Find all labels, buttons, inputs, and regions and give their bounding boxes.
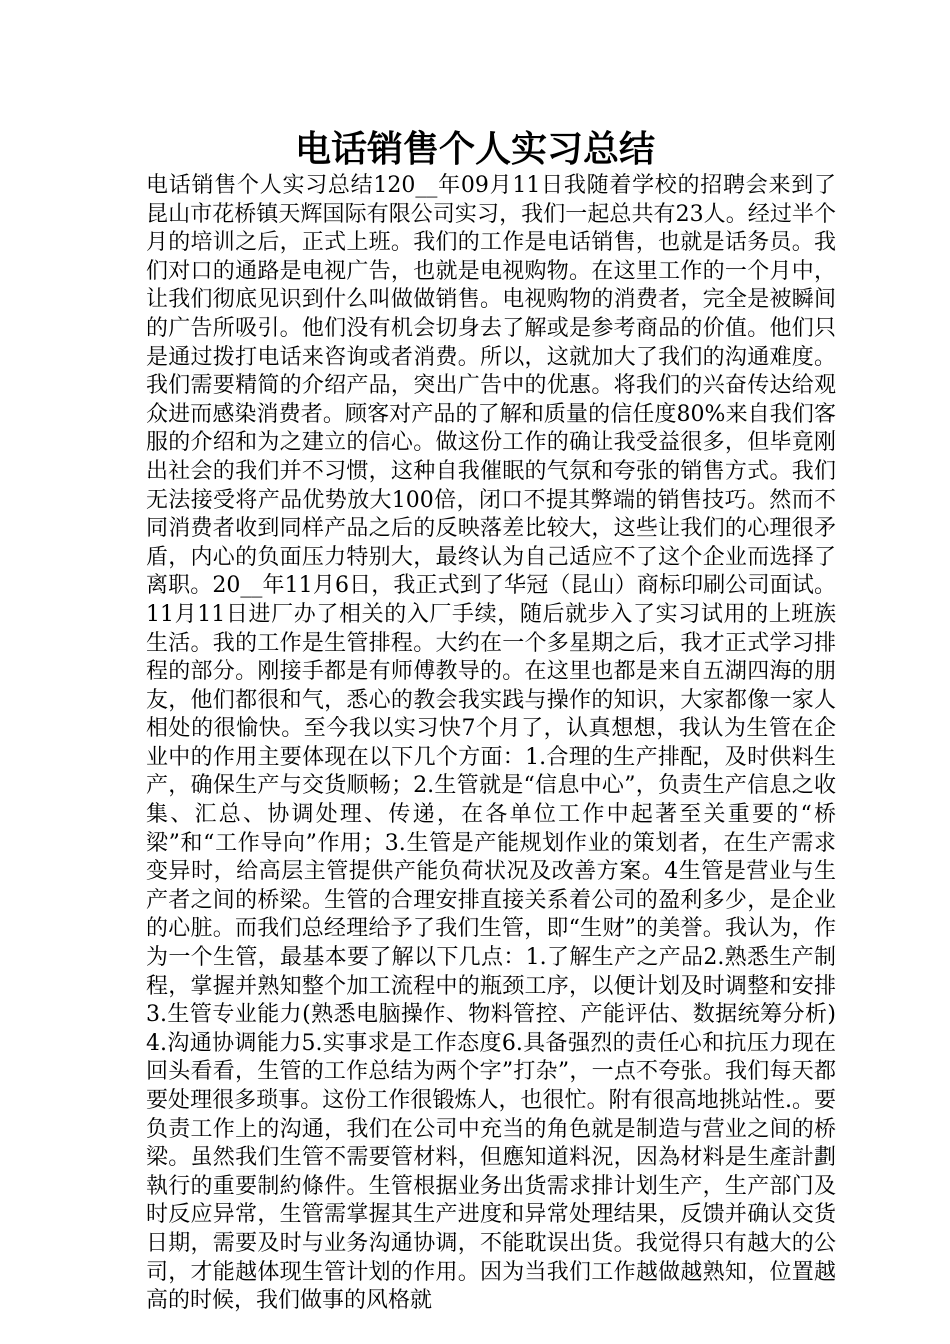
page-title: 电话销售个人实习总结	[294, 129, 655, 170]
body-paragraph: 电话销售个人实习总结120__年09月11日我随着学校的招聘会来到了昆山市花桥镇天辉国际有限公司实习，我们一起总共有23人。经过半个月的培训之后，正式上班。我们的工作是电话销售，也就是话务员。我们对口的通路是电视广告，也就是电视购物。在这里工作的一个月中，让我们彻底见识到什么叫做做销售。电视购物的消费者，完全是被瞬间的广告所吸引。他们没有机会切身去了解或是参考商品的价值。他们只是通过拨打电话来咨询或者消费。所以，这就加大了我们的沟通难度。我们需要精简的介绍产品，突出广告中的优惠。将我们的兴奋传达给观众进而感染消费者。顾客对产品的了解和质量的信任度80%来自我们客服的介绍和为之建立的信心。做这份工作的确让我受益很多，但毕竟刚出社会的我们并不习惯，这种自我催眠的气氛和夸张的销售方式。我们无法接受将产品优势放大100倍，闭口不提其弊端的销售技巧。然而不同消费者收到同样产品之后的反映落差比较大，这些让我们的心理很矛盾，内心的负面压力特别大，最终认为自己适应不了这个企业而选择了离职。20__年11月6日，我正式到了华冠（昆山）商标印刷公司面试。11月11日进厂办了相关的入厂手续，随后就步入了实习试用的上班族生活。我的工作是生管排程。大约在一个多星期之后，我才正式学习排程的部分。刚接手都是有师傅教导的。在这里也都是来自五湖四海的朋友，他们都很和气，悉心的教会我实践与操作的知识，大家都像一家人相处的很愉快。至今我以实习快7个月了，认真想想，我认为生管在企业中的作用主要体现在以下几个方面：1.合理的生产排配，及时供料生产，确保生产与交货顺畅；2.生管就是“信息中心”，负责生产信息之收集、汇总、协调处理、传递，在各单位工作中起著至关重要的“桥梁”和“工作导向”作用；3.生管是产能规划作业的策划者，在生产需求变异时，给高层主管提供产能负荷状况及改善方案。4生管是营业与生产者之间的桥梁。生管的合理安排直接关系着公司的盈利多少，是企业的心脏。而我们总经理给予了我们生管，即“生财”的美誉。我认为，作为一个生管，最基本要了解以下几点：1.了解生产之产品2.熟悉生产制程，掌握并熟知整个加工流程中的瓶颈工序，以便计划及时调整和安排3.生管专业能力(熟悉电脑操作、物料管控、产能评估、数据统筹分析)4.沟通协调能力5.实事求是工作态度6.具备强烈的责任心和抗压力现在回头看看，生管的工作总结为两个字”打杂”，一点不夸张。我们每天都要处理很多琐事。这份工作很锻炼人，也很忙。附有很高地挑站性.。要负责工作上的沟通，我们在公司中充当的角色就是制造与营业之间的桥梁。虽然我们生管不需要管材料，但應知道料況，因為材料是生產計劃執行的重要制約條件。生管根据业务出货需求排计划生产，生产部门及时反应异常，生管需掌握其生产进度和异常处理结果，反馈并确认交货日期，需要及时与业务沟通协调，不能耽误出货。我觉得只有越大的公司，才能越体现生管计划的作用。因为当我们工作越做越熟知，位置越高的时候，我们做事的风格就	[146, 173, 836, 1314]
